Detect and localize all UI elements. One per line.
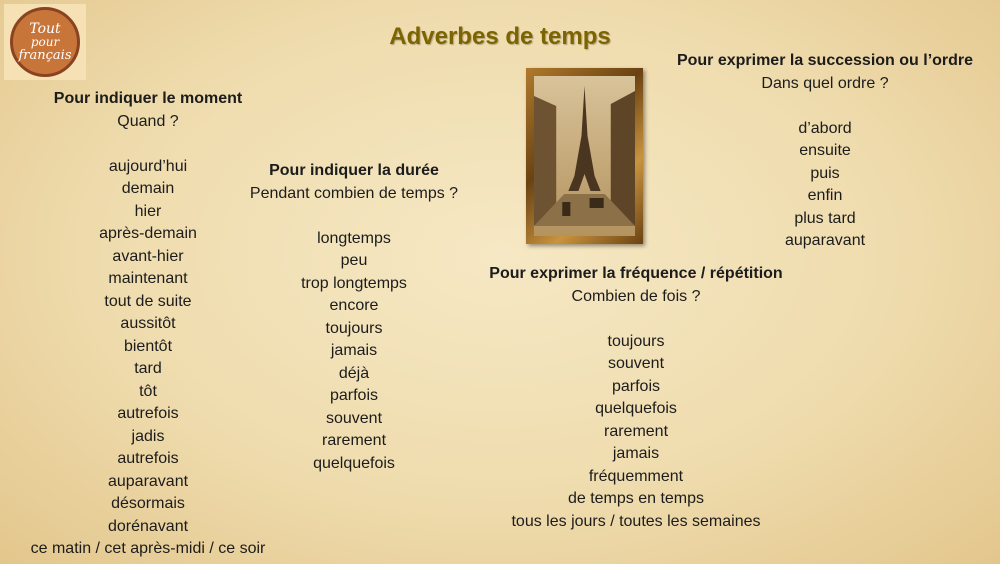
adverb-item: hier — [134, 202, 162, 220]
page-title: Adverbes de temps — [389, 23, 611, 50]
adverb-item: fréquemment — [588, 467, 684, 485]
adverb-item: jamais — [612, 445, 660, 462]
adverb-item: d’abord — [798, 119, 852, 137]
logo-text-line2: pour — [30, 34, 60, 49]
section-question: Quand ? — [117, 112, 179, 130]
adverb-item: enfin — [807, 187, 843, 204]
section-question: Pendant combien de temps ? — [249, 184, 459, 202]
adverb-item: déjà — [338, 364, 370, 382]
adverb-item: parfois — [329, 387, 379, 404]
adverb-item: aujourd’hui — [108, 157, 188, 175]
section-heading: Pour indiquer le moment — [53, 90, 243, 107]
adverb-item: toujours — [607, 332, 665, 350]
section-question: Combien de fois ? — [571, 287, 701, 305]
adverb-item: encore — [329, 297, 379, 314]
section-ordre — [670, 50, 980, 253]
adverb-item: autrefois — [117, 450, 179, 467]
adverb-item: demain — [121, 180, 175, 197]
adverb-item: auparavant — [107, 472, 189, 490]
logo-text-line1: Tout — [29, 20, 61, 37]
eiffel-tower-picture — [526, 68, 643, 244]
section-heading: Pour exprimer la succession ou l’ordre — [676, 52, 974, 69]
eiffel-tower-illustration — [534, 76, 635, 236]
adverb-item: bientôt — [123, 337, 173, 355]
adverb-item: jadis — [131, 427, 165, 445]
section-heading: Pour indiquer la durée — [269, 162, 439, 179]
adverb-item: désormais — [111, 495, 185, 512]
adverb-item: tard — [134, 360, 162, 377]
adverb-item: tôt — [139, 382, 157, 400]
section-frequence — [476, 263, 796, 533]
adverb-item: souvent — [325, 409, 383, 427]
section-heading: Pour exprimer la fréquence / répétition — [489, 265, 783, 282]
adverb-item: ce matin / cet après-midi / ce soir — [30, 540, 266, 557]
adverb-item: quelquefois — [595, 400, 677, 417]
adverb-item: dorénavant — [107, 517, 189, 535]
adverb-item: auparavant — [784, 232, 866, 249]
adverb-item: jamais — [330, 342, 378, 359]
adverb-item: quelquefois — [313, 454, 395, 472]
adverb-item: toujours — [325, 319, 383, 337]
adverb-item: rarement — [603, 422, 669, 440]
section-question: Dans quel ordre ? — [761, 74, 889, 92]
adverb-item: aussitôt — [120, 315, 176, 332]
adverb-item: peu — [340, 252, 368, 269]
adverb-item: puis — [810, 164, 840, 182]
adverb-item: tout de suite — [104, 292, 192, 310]
adverb-item: ensuite — [799, 142, 851, 159]
adverb-item: longtemps — [317, 229, 391, 247]
adverb-item: parfois — [611, 377, 661, 395]
adverb-item: tous les jours / toutes les semaines — [511, 512, 761, 530]
logo-text-line3: français — [18, 47, 72, 63]
adverb-item: rarement — [321, 432, 387, 449]
adverb-item: après-demain — [99, 225, 197, 242]
adverb-item: trop longtemps — [301, 274, 407, 292]
adverb-item: maintenant — [108, 270, 188, 287]
section-duree — [230, 160, 478, 475]
adverb-item: plus tard — [794, 209, 856, 227]
adverb-item: autrefois — [117, 405, 179, 422]
adverb-item: souvent — [607, 355, 665, 372]
adverb-item: de temps en temps — [567, 490, 705, 507]
adverb-item: avant-hier — [112, 247, 184, 265]
